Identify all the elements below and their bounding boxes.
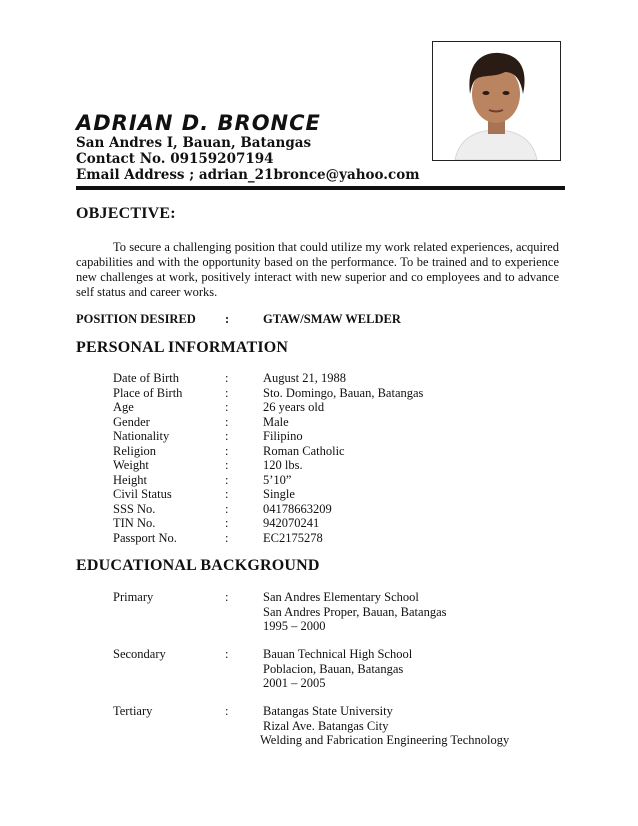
info-row — [0, 371, 638, 386]
info-colon: : — [225, 443, 229, 458]
info-value: 5’10” — [263, 472, 292, 487]
education-level: Tertiary — [113, 704, 153, 718]
school-address: Rizal Ave. Batangas City — [263, 718, 389, 733]
applicant-photo — [432, 41, 561, 161]
info-row — [0, 429, 638, 444]
info-row — [0, 531, 638, 546]
info-value: 26 years old — [263, 400, 325, 414]
education-level: Secondary — [113, 647, 166, 661]
info-row — [0, 516, 638, 531]
info-row — [0, 487, 638, 502]
info-label: Religion — [113, 443, 157, 458]
school-name: San Andres Elementary School — [263, 590, 419, 604]
education-colon: : — [225, 704, 229, 718]
school-years: 1995 – 2000 — [263, 619, 326, 633]
info-value: Male — [263, 414, 289, 429]
school-address: Poblacion, Bauan, Batangas — [263, 661, 404, 676]
education-colon: : — [225, 590, 229, 604]
info-label: SSS No. — [113, 501, 156, 516]
info-row — [0, 444, 638, 459]
info-colon: : — [225, 472, 229, 487]
info-colon: : — [225, 385, 229, 400]
info-label: Height — [113, 472, 148, 487]
info-colon: : — [225, 487, 229, 501]
header-divider — [76, 186, 565, 190]
info-label: TIN No. — [113, 516, 156, 530]
info-label: Nationality — [113, 429, 170, 443]
info-colon: : — [225, 400, 229, 414]
info-value: Sto. Domingo, Bauan, Batangas — [263, 385, 424, 400]
contact-number: Contact No. 09159207194 — [76, 151, 274, 167]
email-address: Email Address ; adrian_21bronce@yahoo.com — [76, 167, 420, 183]
position-label: POSITION DESIRED — [76, 312, 196, 326]
education-entry-tertiary — [0, 704, 638, 749]
education-entry-primary — [0, 590, 638, 635]
school-name: Batangas State University — [263, 704, 393, 718]
info-label: Age — [113, 400, 134, 414]
info-value: 04178663209 — [263, 501, 332, 516]
info-colon: : — [225, 429, 229, 443]
info-colon: : — [225, 414, 229, 429]
info-colon: : — [225, 458, 229, 472]
info-row — [0, 415, 638, 430]
info-colon: : — [225, 371, 229, 385]
education-heading: EDUCATIONAL BACKGROUND — [76, 557, 320, 574]
info-label: Date of Birth — [113, 371, 179, 385]
school-address: San Andres Proper, Bauan, Batangas — [263, 604, 447, 619]
education-level: Primary — [113, 590, 154, 604]
info-row — [0, 386, 638, 401]
info-row — [0, 458, 638, 473]
school-years: 2001 – 2005 — [263, 676, 326, 690]
applicant-name: ADRIAN D. BRONCE — [76, 111, 321, 135]
info-value: August 21, 1988 — [263, 371, 346, 385]
info-value: 942070241 — [263, 516, 320, 530]
school-name: Bauan Technical High School — [263, 647, 413, 661]
objective-text: To secure a challenging position that could utilize my work related experiences, acquired capabilities and with the opportunity based on the performance. To be trained and to experience new challenges at work, positively interact with new superior and co employees and to advance self status and career works. — [76, 240, 559, 299]
address: San Andres I, Bauan, Batangas — [76, 135, 312, 151]
education-entry-secondary — [0, 647, 638, 692]
info-label: Civil Status — [113, 487, 172, 501]
info-value: Filipino — [263, 429, 303, 443]
info-value: 120 lbs. — [263, 458, 303, 472]
course-name: Welding and Fabrication Engineering Technology — [260, 733, 510, 747]
info-label: Place of Birth — [113, 385, 183, 400]
info-row — [0, 473, 638, 488]
portrait-image — [433, 42, 560, 160]
info-label: Gender — [113, 414, 150, 429]
info-label: Weight — [113, 458, 149, 472]
position-value: GTAW/SMAW WELDER — [263, 312, 401, 326]
info-colon: : — [225, 501, 229, 516]
objective-heading: OBJECTIVE: — [76, 205, 176, 222]
info-value: EC2175278 — [263, 530, 323, 545]
personal-info-table — [0, 371, 638, 551]
position-colon: : — [225, 312, 230, 326]
info-value: Roman Catholic — [263, 443, 345, 458]
info-row — [0, 400, 638, 415]
info-label: Passport No. — [113, 530, 177, 545]
info-colon: : — [225, 516, 229, 530]
info-row — [0, 502, 638, 517]
personal-info-heading: PERSONAL INFORMATION — [76, 339, 289, 356]
info-value: Single — [263, 487, 295, 501]
info-colon: : — [225, 530, 229, 545]
education-colon: : — [225, 647, 229, 661]
